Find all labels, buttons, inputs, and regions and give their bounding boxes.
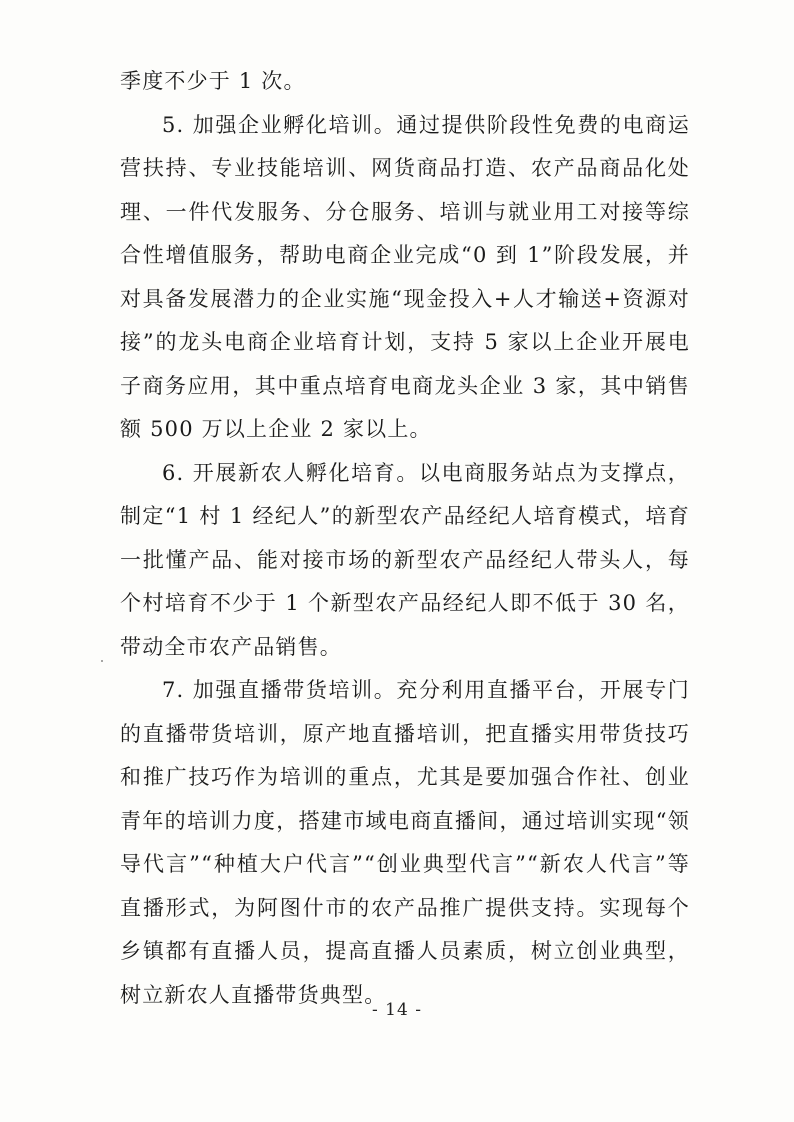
paragraph-enterprise-incubation: 5. 加强企业孵化培训。通过提供阶段性免费的电商运营扶持、专业技能培训、网货商品打造、农产品商品化处理、一件代发服务、分仓服务、培训与就业用工对接等综合性增值服务，帮助电商企业完成“0 到 1”阶段发展，并对具备发展潜力的企业实施“现金投入+人才输送+资源对接”的龙头电商企业培育计划，支持 5 家以上企业开展电子商务应用，其中重点培育电商龙头企业 3 家，其中销售额 500 万以上企业 2 家以上。 [120,112,690,441]
page-number: - 14 - [372,1000,422,1020]
paragraph-new-farmer-incubation: 6. 开展新农人孵化培育。以电商服务站点为支撑点，制定“1 村 1 经纪人”的新型农产品经纪人培育模式，培育一批懂产品、能对接市场的新型农产品经纪人带头人，每个村培育不少于 1 个新型农产品经纪人即不低于 30 名，带动全市农产品销售。 [120,460,690,659]
scan-speck [101,660,103,662]
paragraph-continuation: 季度不少于 1 次。 [120,69,306,93]
body-text [120,60,690,1017]
paragraph-livestream-training: 7. 加强直播带货培训。充分利用直播平台，开展专门的直播带货培训，原产地直播培训，把直播实用带货技巧和推广技巧作为培训的重点，尤其是要加强合作社、创业青年的培训力度，搭建市域电商直播间，通过培训实现“领导代言”“种植大户代言”“创业典型代言”“新农人代言”等直播形式，为阿图什市的农产品推广提供支持。实现每个乡镇都有直播人员，提高直播人员素质，树立创业典型，树立新农人直播带货典型。 [120,678,690,1007]
